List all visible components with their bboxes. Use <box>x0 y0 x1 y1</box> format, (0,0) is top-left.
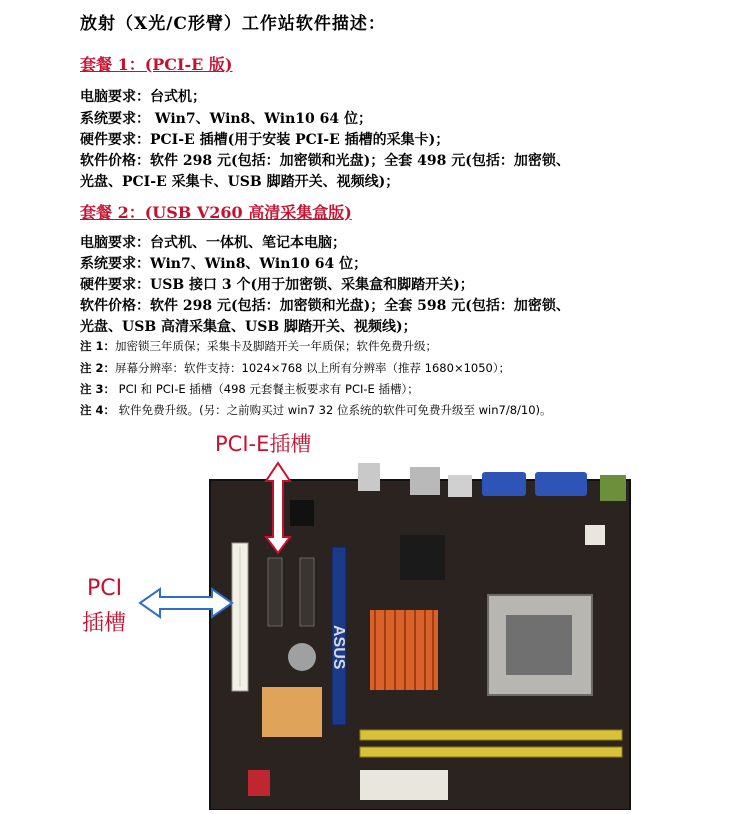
package1-line: 光盘、PCI-E 采集卡、USB 脚踏开关、视频线)； <box>80 174 400 190</box>
cpu-power <box>585 525 605 545</box>
package1-line: 硬件要求：PCI-E 插槽(用于安装 PCI-E 插槽的采集卡)； <box>80 132 450 148</box>
note-label: 注 2： <box>80 361 116 375</box>
board-logo: ASUS <box>330 625 347 670</box>
pci-label: 插槽 <box>82 611 127 636</box>
note-text: PCI 和 PCI-E 插槽（498 元套餐主板要求有 PCI-E 插槽）； <box>115 382 419 396</box>
note-text: 屏幕分辨率：软件支持：1024×768 以上所有分辨率（推荐 1680×1050）； <box>115 361 511 375</box>
atx-power <box>360 770 448 800</box>
usb-port <box>448 475 472 497</box>
note-2 <box>80 360 510 376</box>
northbridge-heatsink <box>370 610 438 690</box>
note-1 <box>80 338 437 354</box>
package1-heading: 套餐 1：(PCI-E 版) <box>80 55 233 74</box>
dimm-slot <box>360 747 622 757</box>
motherboard-image <box>0 425 750 810</box>
note-text: 软件免费升级。(另：之前购买过 win7 32 位系统的软件可免费升级至 win7/8/10)。 <box>115 403 552 417</box>
pcie-label: PCI-E插槽 <box>215 432 312 456</box>
note-label: 注 1： <box>80 339 116 353</box>
note-text: 加密锁三年质保；采集卡及脚踏开关一年质保；软件免费升级； <box>115 339 438 353</box>
vga-port <box>482 472 526 496</box>
package1-line: 电脑要求：台式机； <box>80 89 206 105</box>
dimm-slot <box>360 730 622 740</box>
package2-heading: 套餐 2：(USB V260 高清采集盒版) <box>80 203 352 222</box>
sata-port <box>248 770 270 796</box>
note-3 <box>80 381 419 397</box>
pci-label: PCI <box>87 576 123 601</box>
cmos-battery <box>288 643 316 671</box>
bios-chip <box>290 500 314 526</box>
southbridge-heatsink <box>262 687 322 737</box>
note-4 <box>80 402 552 418</box>
package2-line: 系统要求：Win7、Win8、Win10 64 位； <box>80 256 368 272</box>
package1-line: 系统要求： Win7、Win8、Win10 64 位； <box>80 111 372 127</box>
package2-line: 电脑要求：台式机、一体机、笔记本电脑； <box>80 235 346 251</box>
audio-jack <box>358 463 380 491</box>
com-port <box>535 472 587 496</box>
motherboard-illustration <box>0 425 750 810</box>
package2-line: 软件价格：软件 298 元(包括：加密锁和光盘)；全套 598 元(包括：加密锁、 <box>80 298 570 314</box>
package2-line: 光盘、USB 高清采集盒、USB 脚踏开关、视频线)； <box>80 319 417 335</box>
io-chip <box>400 535 445 580</box>
pcie-slot <box>300 558 314 626</box>
note-label: 注 3： <box>80 382 116 396</box>
package2-line: 硬件要求：USB 接口 3 个(用于加密锁、采集盒和脚踏开关)； <box>80 277 474 293</box>
note-label: 注 4： <box>80 403 116 417</box>
pcie-slot <box>268 558 282 626</box>
package1-line: 软件价格：软件 298 元(包括：加密锁和光盘)；全套 498 元(包括：加密锁、 <box>80 153 570 169</box>
pci-arrow <box>140 589 232 617</box>
ps2-port <box>600 475 626 501</box>
page-title: 放射（X光/C形臂）工作站软件描述： <box>80 14 386 34</box>
lan-port <box>410 467 440 495</box>
